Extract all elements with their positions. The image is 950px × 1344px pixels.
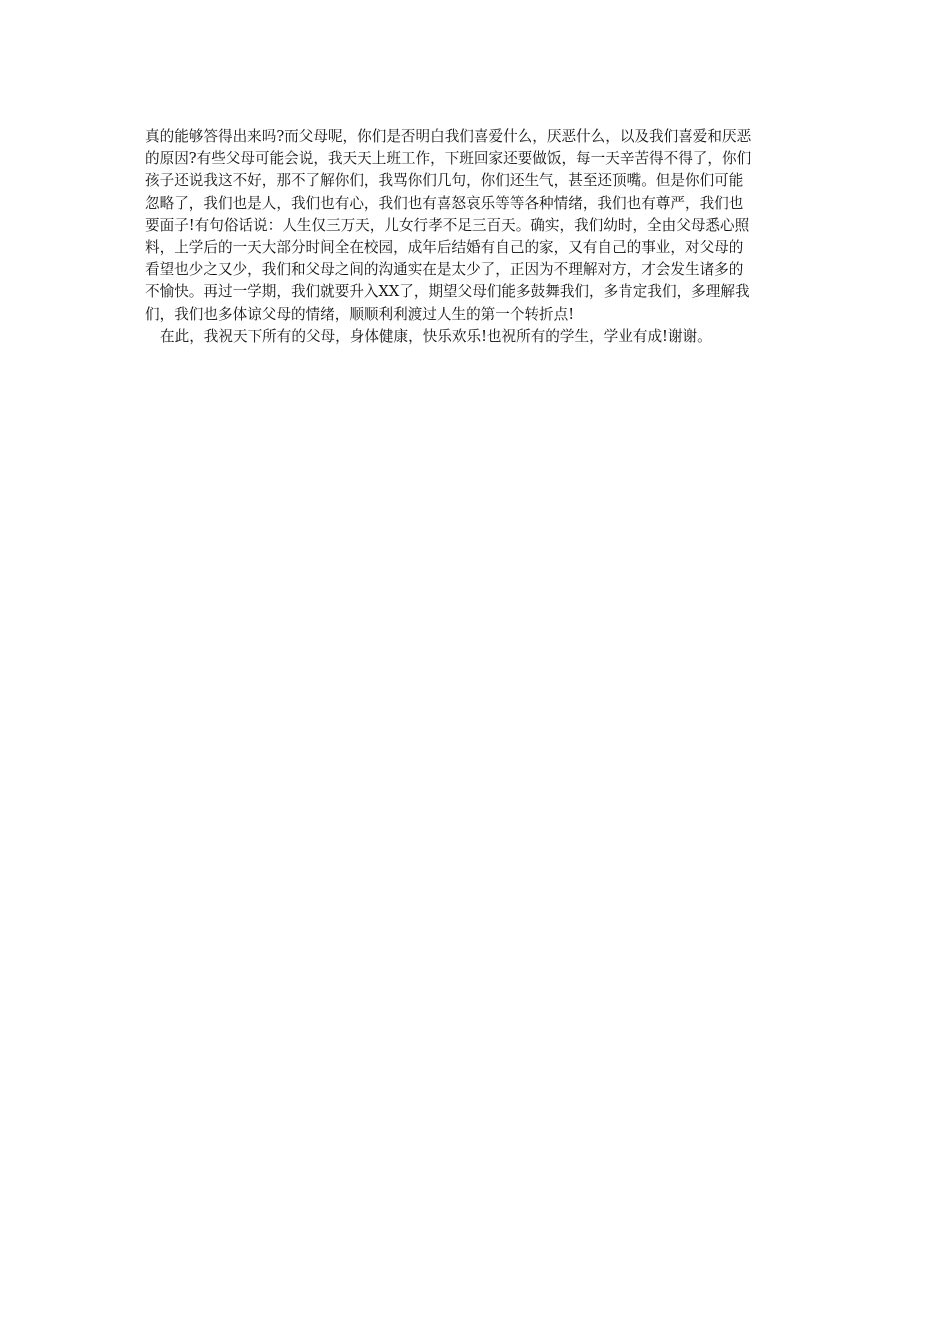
text-line: 们，我们也多体谅父母的情绪，顺顺利利渡过人生的第一个转折点! [145, 305, 575, 323]
closing-line: 在此，我祝天下所有的父母，身体健康，快乐欢乐!也祝所有的学生，学业有成!谢谢。 [160, 327, 712, 345]
text-line: 不愉快。再过一学期，我们就要升入XX了，期望父母们能多鼓舞我们，多肯定我们，多理解我 [145, 283, 750, 301]
paragraph [145, 126, 810, 326]
closing-paragraph [145, 326, 810, 348]
document-body [145, 126, 810, 348]
text-line: 料，上学后的一天大部分时间全在校园，成年后结婚有自己的家，又有自己的事业，对父母的 [145, 238, 744, 256]
text-line: 孩子还说我这不好，那不了解你们，我骂你们几句，你们还生气，甚至还顶嘴。但是你们可能 [145, 172, 744, 190]
text-line: 忽略了，我们也是人，我们也有心，我们也有喜怒哀乐等等各种情绪，我们也有尊严，我们也 [145, 194, 744, 212]
text-line: 要面子!有句俗话说：人生仅三万天，儿女行孝不足三百天。确实，我们幼时，全由父母悉心照 [145, 216, 750, 234]
text-line: 的原因?有些父母可能会说，我天天上班工作，下班回家还要做饭，每一天辛苦得不得了，你们 [145, 150, 752, 168]
text-line: 看望也少之又少，我们和父母之间的沟通实在是太少了，正因为不理解对方，才会发生诸多的 [145, 261, 744, 279]
text-line: 真的能够答得出来吗?而父母呢，你们是否明白我们喜爱什么，厌恶什么，以及我们喜爱和厌恶 [145, 128, 752, 145]
